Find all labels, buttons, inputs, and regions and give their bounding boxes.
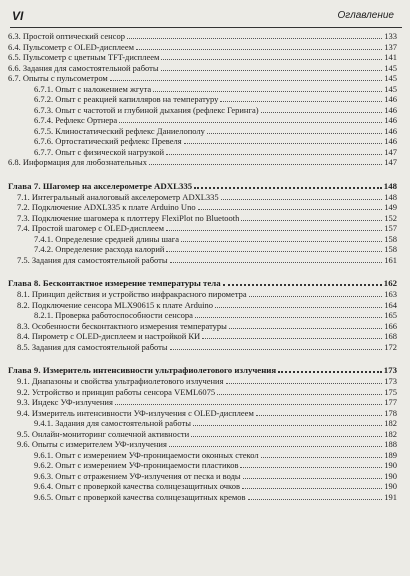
toc-page-number: 161 xyxy=(384,254,397,265)
toc-entry-title: 9.4. Измеритель интенсивности УФ-излучения с OLED-дисплеем xyxy=(17,407,254,418)
toc-entry-title: 6.7.6. Ортостатический рефлекс Превеля xyxy=(34,136,182,146)
chapter-heading xyxy=(8,180,397,192)
dot-leader xyxy=(110,80,382,81)
dot-leader xyxy=(221,199,382,200)
toc-entry-title: 6.8. Информация для любознательных xyxy=(8,157,148,167)
toc-page-number: 190 xyxy=(384,481,397,491)
dot-leader xyxy=(226,383,382,384)
toc-page-number: 145 xyxy=(384,83,397,94)
dot-leader xyxy=(207,133,382,134)
toc-page-number: 141 xyxy=(384,52,397,62)
running-title: Оглавление xyxy=(337,10,394,21)
toc-page-number: 175 xyxy=(384,386,397,397)
toc-page-number: 177 xyxy=(384,397,397,407)
toc-page-number: 188 xyxy=(384,439,397,449)
toc-subsection xyxy=(8,244,397,255)
toc-section xyxy=(8,192,397,203)
dot-leader xyxy=(170,349,382,350)
toc-page-number: 165 xyxy=(384,310,397,320)
dot-leader xyxy=(166,154,382,155)
toc-subsection xyxy=(8,450,397,461)
chapter-title: Шагомер на акселерометре ADXL335 xyxy=(42,180,193,191)
dot-leader xyxy=(217,394,382,395)
toc-section xyxy=(8,439,397,450)
chapter-spacer xyxy=(8,352,397,360)
toc-page-number: 147 xyxy=(384,157,397,167)
toc-entry-title: 7.1. Интегральный аналоговый акселерометр ADXL335 xyxy=(17,191,219,202)
toc-page-number: 164 xyxy=(384,299,397,310)
chapter-page-number: 162 xyxy=(383,278,397,288)
toc-section xyxy=(8,157,397,168)
chapter-number: Глава 7. xyxy=(8,180,41,191)
toc-subsection xyxy=(8,147,397,158)
chapter-title-wrap xyxy=(8,364,277,376)
toc-entry-title: 6.7. Опыты с пульсометром xyxy=(8,73,108,83)
toc-entry-title: 8.2.1. Проверка работоспособности сенсора xyxy=(34,310,193,320)
toc-page-number: 157 xyxy=(384,223,397,233)
toc-entry-title: 6.4. Пульсометр с OLED-дисплеем xyxy=(8,41,134,52)
toc-section xyxy=(8,223,397,234)
toc-section xyxy=(8,73,397,84)
toc-page-number: 145 xyxy=(384,62,397,73)
dot-leader xyxy=(241,220,382,221)
toc-subsection xyxy=(8,234,397,245)
toc-entry-title: 9.6.5. Опыт с проверкой качества солнцезащитных кремов xyxy=(34,491,246,502)
toc-entry-title: 6.7.7. Опыт с физической нагрузкой xyxy=(34,146,165,157)
toc-entry-title: 9.6.1. Опыт с измерением УФ-проницаемости оконных стекол xyxy=(34,449,259,460)
toc-page-number: 191 xyxy=(384,491,397,502)
toc-section xyxy=(8,300,397,311)
chapter-title-wrap xyxy=(8,180,193,192)
dot-leader xyxy=(191,436,382,437)
toc-page-number: 147 xyxy=(384,146,397,157)
toc-page-number: 182 xyxy=(384,428,397,439)
dot-leader xyxy=(193,425,382,426)
toc-page-number: 158 xyxy=(384,233,397,244)
toc-page-number: 152 xyxy=(384,212,397,223)
toc-section xyxy=(8,255,397,266)
toc-page-number: 148 xyxy=(384,191,397,202)
toc-entry-title: 7.3. Подключение шагомера к плоттеру FlexiPlot по Bluetooth xyxy=(17,212,240,223)
toc-entry-title: 8.1. Принцип действия и устройство инфракрасного пирометра xyxy=(17,289,247,299)
toc-subsection xyxy=(8,310,397,321)
toc-section xyxy=(8,376,397,387)
toc-section xyxy=(8,289,397,300)
toc-entry-title: 6.7.3. Опыт с частотой и глубиной дыхания (рефлекс Геринга) xyxy=(34,104,259,115)
toc-section xyxy=(8,387,397,398)
toc-entry-title: 9.4.1. Задания для самостоятельной работы xyxy=(34,418,191,428)
dot-leader xyxy=(153,91,382,92)
dot-leader xyxy=(181,241,382,242)
toc-section xyxy=(8,213,397,224)
toc-section xyxy=(8,397,397,408)
toc-subsection xyxy=(8,481,397,492)
toc-entry-title: 9.5. Онлайн-мониторинг солнечной активности xyxy=(17,428,190,439)
dot-leader xyxy=(198,209,382,210)
toc-section xyxy=(8,202,397,213)
toc-entry-title: 9.3. Индекс УФ-излучения xyxy=(17,397,113,407)
toc-entry-title: 6.7.5. Клиностатический рефлекс Даниелополу xyxy=(34,125,205,136)
dot-leader xyxy=(184,143,382,144)
dot-leader xyxy=(256,415,382,416)
toc-page-number: 146 xyxy=(384,104,397,115)
toc-section xyxy=(8,63,397,74)
toc-subsection xyxy=(8,105,397,116)
toc-page-number: 172 xyxy=(384,341,397,352)
toc-page-number: 190 xyxy=(384,460,397,470)
chapter-number: Глава 9. xyxy=(8,365,41,375)
toc-entry-title: 6.7.1. Опыт с наложением жгута xyxy=(34,83,152,94)
toc-entry-title: 6.6. Задания для самостоятельной работы xyxy=(8,62,159,73)
toc-section xyxy=(8,408,397,419)
toc-page-number: 146 xyxy=(384,94,397,104)
toc-entry-title: 7.5. Задания для самостоятельной работы xyxy=(17,254,168,265)
dot-leader xyxy=(229,328,382,329)
dot-leader xyxy=(223,284,382,286)
dot-leader xyxy=(242,488,382,489)
dot-leader xyxy=(194,187,382,189)
toc-subsection xyxy=(8,460,397,471)
dot-leader xyxy=(166,251,382,252)
toc-page-number: 149 xyxy=(384,202,397,212)
dot-leader xyxy=(166,230,382,231)
toc-entry-title: 8.5. Задания для самостоятельной работы xyxy=(17,341,168,352)
header-rule xyxy=(10,27,402,28)
dot-leader xyxy=(248,499,382,500)
toc-entry-title: 7.2. Подключение ADXL335 к плате Arduino Uno xyxy=(17,202,196,212)
dot-leader xyxy=(195,317,382,318)
dot-leader xyxy=(278,371,382,373)
toc-entry-title: 6.7.2. Опыт с реакцией капилляров на температуру xyxy=(34,94,219,104)
toc-section xyxy=(8,342,397,353)
dot-leader xyxy=(215,307,382,308)
dot-leader xyxy=(261,457,382,458)
toc-page-number: 168 xyxy=(384,331,397,341)
dot-leader xyxy=(220,101,382,102)
toc-entry-title: 9.6.3. Опыт с отражением УФ-излучения от песка и воды xyxy=(34,470,241,481)
chapter-page-number: 173 xyxy=(383,365,397,375)
dot-leader xyxy=(202,338,382,339)
toc-page-number: 182 xyxy=(384,418,397,428)
toc-subsection xyxy=(8,115,397,126)
toc-subsection xyxy=(8,126,397,137)
toc-entry-title: 9.6. Опыты с измерителем УФ-излучения xyxy=(17,439,167,449)
toc-page-number: 146 xyxy=(384,115,397,125)
toc-page-number: 146 xyxy=(384,136,397,146)
page-number-roman: VI xyxy=(12,9,24,23)
toc-page-number: 178 xyxy=(384,407,397,418)
toc-section xyxy=(8,429,397,440)
toc-entry-title: 9.2. Устройство и принцип работы сенсора VEML6075 xyxy=(17,386,216,397)
toc-section xyxy=(8,52,397,63)
toc-entry-title: 7.4. Простой шагомер с OLED-дисплеем xyxy=(17,223,164,233)
dot-leader xyxy=(161,70,382,71)
toc-entry-title: 7.4.1. Определение средней длины шага xyxy=(34,233,180,244)
dot-leader xyxy=(243,478,382,479)
dot-leader xyxy=(261,112,382,113)
toc-page-number: 190 xyxy=(384,470,397,481)
toc-page-number: 137 xyxy=(384,41,397,52)
toc-entry-title: 6.7.4. Рефлекс Ортнера xyxy=(34,115,118,125)
page-header xyxy=(0,0,410,28)
chapter-spacer xyxy=(8,168,397,176)
table-of-contents xyxy=(8,31,397,502)
toc-page-number: 163 xyxy=(384,289,397,299)
toc-page-number: 158 xyxy=(384,244,397,254)
chapter-title: Измеритель интенсивности ультрафиолетового излучения xyxy=(42,365,277,375)
toc-subsection xyxy=(8,136,397,147)
toc-entry-title: 8.2. Подключение сенсора MLX90615 к плате Arduino xyxy=(17,299,213,310)
chapter-number: Глава 8. xyxy=(8,278,41,288)
toc-entry-title: 9.1. Диапазоны и свойства ультрафиолетового излучения xyxy=(17,376,224,386)
toc-page-number: 146 xyxy=(384,125,397,136)
dot-leader xyxy=(119,122,382,123)
toc-subsection xyxy=(8,94,397,105)
toc-page-number: 145 xyxy=(384,73,397,83)
toc-entry-title: 8.3. Особенности бесконтактного измерения температуры xyxy=(17,320,227,331)
dot-leader xyxy=(161,59,382,60)
chapter-spacer xyxy=(8,265,397,273)
toc-entry-title: 7.4.2. Определение расхода калорий xyxy=(34,244,165,254)
toc-subsection xyxy=(8,492,397,503)
chapter-title: Бесконтактное измерение температуры тела xyxy=(42,278,221,288)
dot-leader xyxy=(240,467,382,468)
chapter-heading xyxy=(8,364,397,376)
toc-page-number: 166 xyxy=(384,320,397,331)
chapter-title-wrap xyxy=(8,277,222,289)
chapter-page-number: 148 xyxy=(383,180,397,191)
toc-subsection xyxy=(8,84,397,95)
dot-leader xyxy=(170,262,382,263)
dot-leader xyxy=(149,164,382,165)
dot-leader xyxy=(136,49,382,50)
toc-section xyxy=(8,42,397,53)
toc-entry-title: 6.3. Простой оптический сенсор xyxy=(8,31,125,41)
toc-section xyxy=(8,331,397,342)
toc-page-number: 173 xyxy=(384,376,397,386)
dot-leader xyxy=(127,38,382,39)
dot-leader xyxy=(115,404,382,405)
toc-subsection xyxy=(8,418,397,429)
toc-subsection xyxy=(8,471,397,482)
toc-section xyxy=(8,321,397,332)
dot-leader xyxy=(249,296,382,297)
toc-entry-title: 8.4. Пирометр с OLED-дисплеем и настройкой КИ xyxy=(17,331,201,341)
toc-section xyxy=(8,31,397,42)
toc-entry-title: 9.6.2. Опыт с измерением УФ-проницаемости пластиков xyxy=(34,460,239,470)
dot-leader xyxy=(169,446,382,447)
chapter-heading xyxy=(8,277,397,289)
toc-page-number: 189 xyxy=(384,449,397,460)
toc-entry-title: 9.6.4. Опыт с проверкой качества солнцезащитных очков xyxy=(34,481,240,491)
toc-page-number: 133 xyxy=(384,31,397,41)
toc-entry-title: 6.5. Пульсометр с цветным TFT-дисплеем xyxy=(8,52,160,62)
